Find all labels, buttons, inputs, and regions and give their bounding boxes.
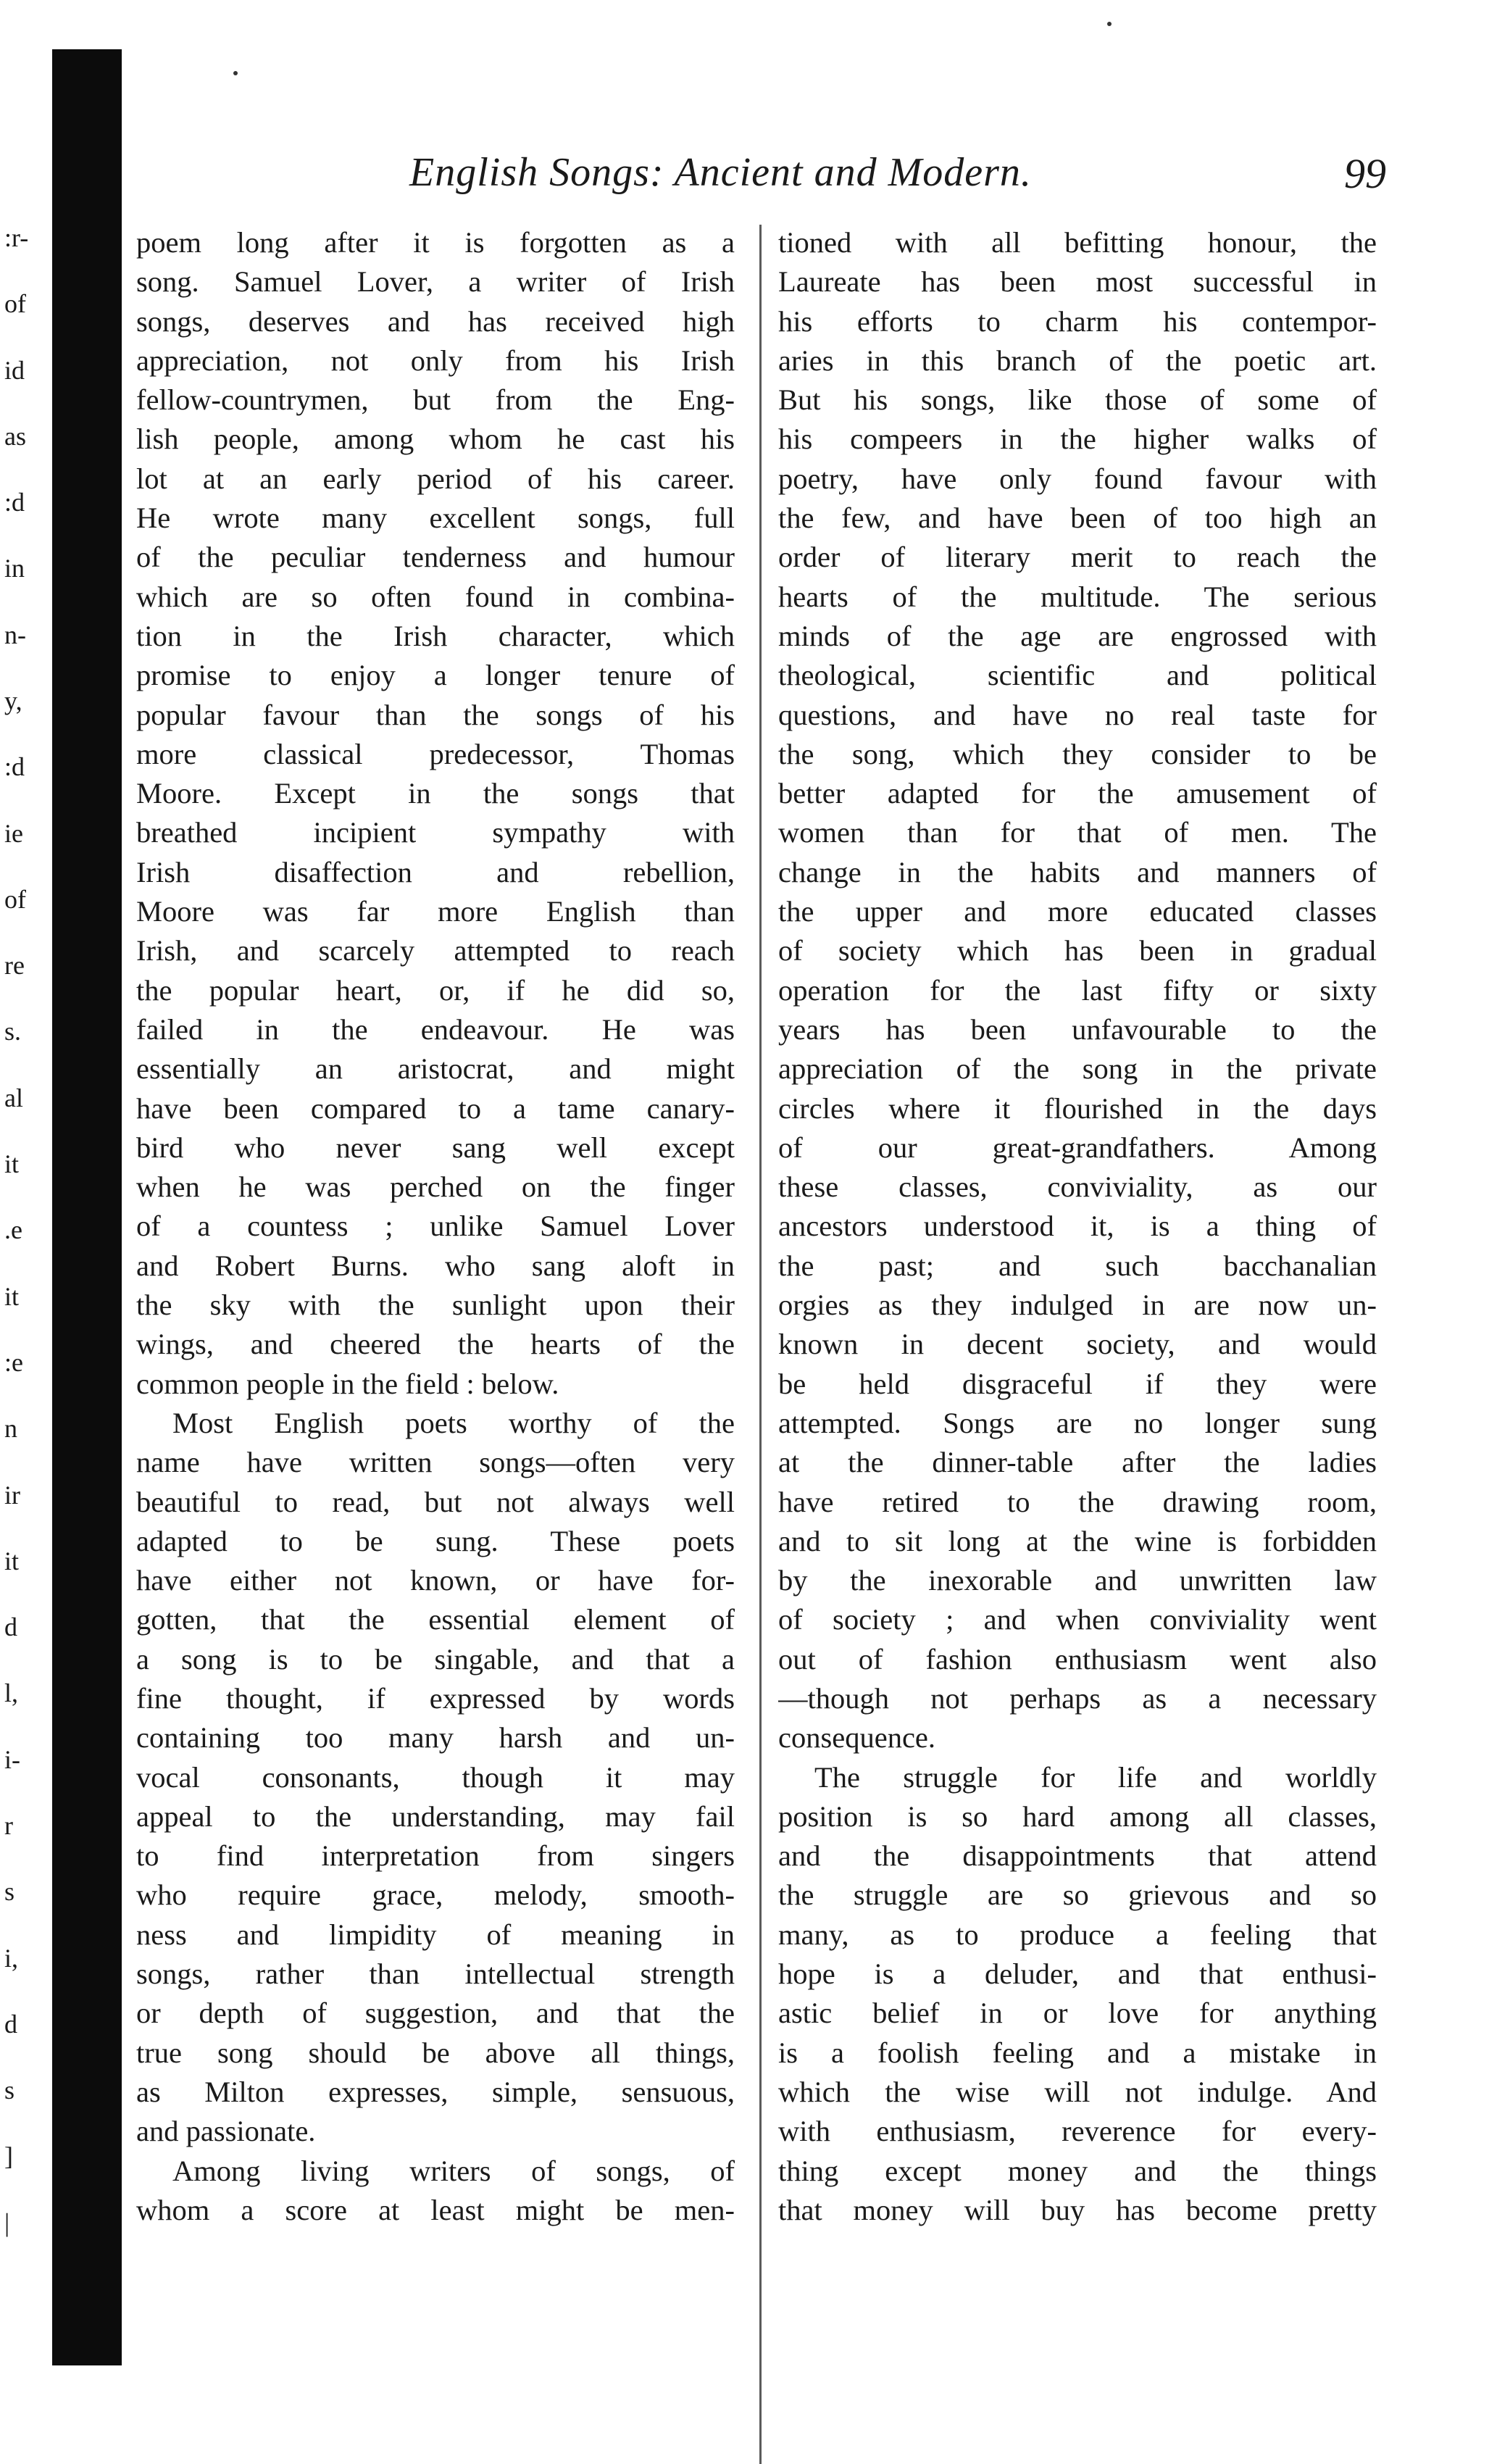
- text-line: is a foolish feeling and a mistake in: [778, 2036, 1377, 2069]
- text-line: the sky with the sunlight upon their: [136, 1289, 735, 1322]
- text-line: circles where it flourished in the days: [778, 1091, 1377, 1125]
- text-line: his efforts to charm his contempor-: [778, 304, 1377, 338]
- text-line: fine thought, if expressed by words: [136, 1681, 735, 1715]
- text-line: many, as to produce a feeling that: [778, 1918, 1377, 1951]
- text-line: breathed incipient sympathy with: [136, 816, 735, 849]
- text-line: which are so often found in combina-: [136, 580, 735, 613]
- text-line: lish people, among whom he cast his: [136, 423, 735, 456]
- text-line: beautiful to read, but not always well: [136, 1485, 735, 1518]
- text-line: thing except money and the things: [778, 2154, 1377, 2187]
- text-line: whom a score at least might be men-: [136, 2193, 735, 2226]
- text-line: bird who never sang well except: [136, 1131, 735, 1164]
- text-line: vocal consonants, though it may: [136, 1760, 735, 1794]
- text-line: have retired to the drawing room,: [778, 1485, 1377, 1518]
- text-line: Irish disaffection and rebellion,: [136, 855, 735, 888]
- margin-fragment: s: [4, 1877, 15, 1906]
- margin-fragment: ]: [4, 2142, 13, 2170]
- text-line: true song should be above all things,: [136, 2036, 735, 2069]
- text-line: wings, and cheered the hearts of the: [136, 1328, 735, 1361]
- text-line: poetry, have only found favour with: [778, 462, 1377, 495]
- text-line: women than for that of men. The: [778, 816, 1377, 849]
- text-line: of the peculiar tenderness and humour: [136, 541, 735, 574]
- text-line: and the disappointments that attend: [778, 1839, 1377, 1873]
- right-text-column: [778, 223, 1377, 2230]
- text-line: more classical predecessor, Thomas: [136, 737, 735, 770]
- text-line: the song, which they consider to be: [778, 737, 1377, 770]
- margin-fragment: i-: [4, 1745, 20, 1774]
- left-text-column: [136, 223, 735, 2230]
- text-line: consequence.: [778, 1721, 936, 1755]
- text-line: popular favour than the songs of his: [136, 698, 735, 731]
- text-line: at the dinner-table after the ladies: [778, 1446, 1377, 1479]
- margin-fragment: ie: [4, 819, 23, 848]
- margin-fragment: s: [4, 2076, 15, 2105]
- text-line: a song is to be singable, and that a: [136, 1642, 735, 1676]
- text-line: name have written songs—often very: [136, 1446, 735, 1479]
- text-line: appeal to the understanding, may fail: [136, 1799, 735, 1833]
- text-line: the upper and more educated classes: [778, 895, 1377, 928]
- text-line: minds of the age are engrossed with: [778, 619, 1377, 652]
- text-line: adapted to be sung. These poets: [136, 1524, 735, 1557]
- text-line: Moore. Except in the songs that: [136, 777, 735, 810]
- margin-fragment: re: [4, 951, 25, 980]
- margin-fragment: .e: [4, 1215, 22, 1244]
- text-line: be held disgraceful if they were: [778, 1367, 1377, 1400]
- margin-fragment: y,: [4, 686, 22, 715]
- text-line: the past; and such bacchanalian: [778, 1249, 1377, 1282]
- text-line: appreciation, not only from his Irish: [136, 344, 735, 377]
- margin-fragment: |: [4, 2208, 10, 2237]
- margin-fragment: it: [4, 1547, 20, 1576]
- text-line: failed in the endeavour. He was: [136, 1012, 735, 1046]
- text-line: the few, and have been of too high an: [778, 501, 1377, 535]
- text-line: gotten, that the essential element of: [136, 1603, 735, 1636]
- text-line: position is so hard among all classes,: [778, 1799, 1377, 1833]
- text-line: Moore was far more English than: [136, 895, 735, 928]
- text-line: Irish, and scarcely attempted to reach: [136, 934, 735, 967]
- text-line: ancestors understood it, is a thing of: [778, 1210, 1377, 1243]
- text-line: that money will buy has become pretty: [778, 2193, 1377, 2226]
- margin-fragment: d: [4, 2010, 17, 2039]
- text-line: lot at an early period of his career.: [136, 462, 735, 495]
- text-line: who require grace, melody, smooth-: [136, 1878, 735, 1912]
- text-line: these classes, conviviality, as our: [778, 1170, 1377, 1204]
- column-divider: [759, 225, 762, 2464]
- text-line: better adapted for the amusement of: [778, 777, 1377, 810]
- text-line: common people in the field : below.: [136, 1367, 559, 1400]
- text-line: years has been unfavourable to the: [778, 1012, 1377, 1046]
- text-line: ness and limpidity of meaning in: [136, 1918, 735, 1951]
- text-line: order of literary merit to reach the: [778, 541, 1377, 574]
- text-line: Among living writers of songs, of: [172, 2154, 735, 2187]
- text-line: —though not perhaps as a necessary: [778, 1681, 1377, 1715]
- text-line: when he was perched on the finger: [136, 1170, 735, 1204]
- text-line: Laureate has been most successful in: [778, 265, 1377, 299]
- text-line: which the wise will not indulge. And: [778, 2075, 1377, 2108]
- text-line: appreciation of the song in the private: [778, 1052, 1377, 1086]
- margin-fragment: d: [4, 1612, 17, 1641]
- text-line: as Milton expresses, simple, sensuous,: [136, 2075, 735, 2108]
- text-line: of a countess ; unlike Samuel Lover: [136, 1210, 735, 1243]
- text-line: attempted. Songs are no longer sung: [778, 1406, 1377, 1439]
- margin-fragment: i,: [4, 1944, 19, 1973]
- text-line: The struggle for life and worldly: [814, 1760, 1377, 1794]
- text-line: poem long after it is forgotten as a: [136, 226, 735, 259]
- margin-fragment: it: [4, 1282, 20, 1311]
- text-line: essentially an aristocrat, and might: [136, 1052, 735, 1086]
- margin-fragment: s.: [4, 1017, 22, 1046]
- text-line: to find interpretation from singers: [136, 1839, 735, 1873]
- text-line: hearts of the multitude. The serious: [778, 580, 1377, 613]
- print-speck: [233, 71, 238, 75]
- text-line: and to sit long at the wine is forbidden: [778, 1524, 1377, 1557]
- text-line: operation for the last fifty or sixty: [778, 973, 1377, 1007]
- text-line: questions, and have no real taste for: [778, 698, 1377, 731]
- text-line: aries in this branch of the poetic art.: [778, 344, 1377, 377]
- margin-fragment: l,: [4, 1678, 19, 1707]
- margin-fragment: in: [4, 554, 25, 583]
- text-line: have been compared to a tame canary-: [136, 1091, 735, 1125]
- text-line: hope is a deluder, and that enthusi-: [778, 1957, 1377, 1991]
- text-line: songs, deserves and has received high: [136, 304, 735, 338]
- text-line: theological, scientific and political: [778, 659, 1377, 692]
- text-line: He wrote many excellent songs, full: [136, 501, 735, 535]
- text-line: the struggle are so grievous and so: [778, 1878, 1377, 1912]
- text-line: songs, rather than intellectual strength: [136, 1957, 735, 1991]
- margin-fragment: :d: [4, 752, 25, 781]
- margin-fragment: n-: [4, 620, 26, 649]
- text-line: known in decent society, and would: [778, 1328, 1377, 1361]
- text-line: tion in the Irish character, which: [136, 619, 735, 652]
- margin-fragment: as: [4, 422, 26, 451]
- running-head: English Songs: Ancient and Modern.: [409, 150, 1032, 195]
- text-line: his compeers in the higher walks of: [778, 423, 1377, 456]
- text-line: with enthusiasm, reverence for every-: [778, 2115, 1377, 2148]
- text-line: fellow-countrymen, but from the Eng-: [136, 383, 735, 417]
- margin-fragment: n: [4, 1414, 17, 1443]
- text-line: song. Samuel Lover, a writer of Irish: [136, 265, 735, 299]
- text-line: the popular heart, or, if he did so,: [136, 973, 735, 1007]
- text-line: promise to enjoy a longer tenure of: [136, 659, 735, 692]
- text-line: tioned with all befitting honour, the: [778, 226, 1377, 259]
- text-line: and Robert Burns. who sang aloft in: [136, 1249, 735, 1282]
- margin-fragment: al: [4, 1083, 23, 1112]
- text-line: of our great-grandfathers. Among: [778, 1131, 1377, 1164]
- text-line: of society which has been in gradual: [778, 934, 1377, 967]
- margin-fragment: it: [4, 1149, 20, 1178]
- text-line: change in the habits and manners of: [778, 855, 1377, 888]
- text-line: and passionate.: [136, 2115, 316, 2148]
- text-line: Most English poets worthy of the: [172, 1406, 735, 1439]
- text-line: out of fashion enthusiasm went also: [778, 1642, 1377, 1676]
- text-line: by the inexorable and unwritten law: [778, 1564, 1377, 1597]
- margin-fragment: :d: [4, 488, 25, 517]
- text-line: But his songs, like those of some of: [778, 383, 1377, 417]
- text-line: orgies as they indulged in are now un-: [778, 1289, 1377, 1322]
- margin-fragment: :r-: [4, 223, 29, 252]
- margin-fragment: ir: [4, 1481, 20, 1510]
- margin-fragment: of: [4, 885, 26, 914]
- margin-fragment: :e: [4, 1348, 23, 1377]
- print-speck: [1107, 22, 1112, 26]
- text-line: containing too many harsh and un-: [136, 1721, 735, 1755]
- text-line: of society ; and when conviviality went: [778, 1603, 1377, 1636]
- margin-fragment: of: [4, 289, 26, 318]
- text-line: have either not known, or have for-: [136, 1564, 735, 1597]
- binding-shadow: [52, 49, 122, 2365]
- text-line: or depth of suggestion, and that the: [136, 1997, 735, 2030]
- margin-fragment: r: [4, 1811, 13, 1840]
- margin-fragment: id: [4, 356, 25, 385]
- text-line: astic belief in or love for anything: [778, 1997, 1377, 2030]
- page-number: 99: [1344, 150, 1386, 197]
